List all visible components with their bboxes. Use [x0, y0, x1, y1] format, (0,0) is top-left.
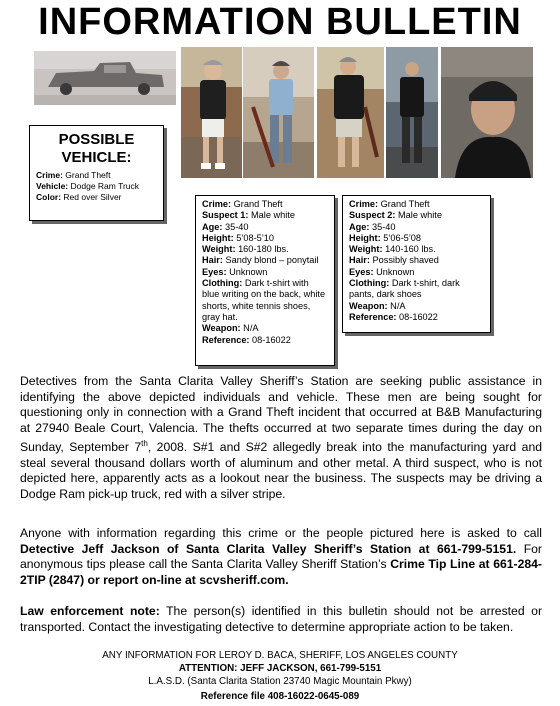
field-value: Male white	[248, 210, 295, 221]
field-label: Reference:	[349, 311, 397, 322]
contact-paragraph	[20, 526, 542, 588]
vehicle-color-row	[36, 192, 163, 203]
footer-line-1: ANY INFORMATION FOR LEROY D. BACA, SHERIFF, LOS ANGELES COUNTY	[102, 650, 458, 661]
field-label: Color:	[36, 192, 62, 202]
suspect-1-row	[202, 199, 328, 210]
suspect-2-row	[349, 312, 484, 323]
tip-line-contact: Crime Tip Line at 661-284-2TIP (2847) or report on-line at scvsheriff.com.	[20, 557, 542, 587]
incident-text-start: Detectives from the Santa Clarita Valley Sheriff’s Station are seeking public assistance in identifying the above depicted individuals and vehicle. These men are being sought for questioning only in connection with a Grand Theft incident that occurred at B&B Manufacturing at 27940 Beale Court, Valencia. The thefts occurred at two separate times during the day on Sunday, September 7	[20, 374, 542, 455]
suspect-1-row	[202, 267, 328, 278]
field-label: Reference:	[202, 334, 250, 345]
field-value: 5’06-5’08	[380, 232, 421, 243]
field-value: Grand Theft	[378, 199, 430, 209]
field-label: Eyes:	[202, 266, 227, 277]
suspect-1-row	[202, 233, 328, 244]
law-enforcement-note	[20, 604, 542, 635]
field-label: Crime:	[36, 170, 63, 180]
suspect-2-row	[349, 301, 484, 312]
footer-reference: Reference file 408-16022-0645-089	[200, 691, 360, 702]
field-value: 140-160 lbs.	[382, 244, 436, 255]
date-ordinal: th	[141, 439, 148, 448]
field-label: Weapon:	[349, 300, 388, 311]
field-value: Unknown	[226, 266, 268, 277]
field-label: Height:	[349, 232, 381, 243]
field-value: Unknown	[373, 266, 415, 277]
suspect-photo-2	[243, 47, 314, 178]
suspect-1-row	[202, 244, 328, 255]
suspect-1-row	[202, 335, 328, 346]
field-label: Eyes:	[349, 266, 374, 277]
suspect-photo-4	[386, 47, 438, 178]
bulletin-title: INFORMATION BULLETIN	[38, 1, 522, 43]
field-value: Dodge Ram Truck	[68, 181, 140, 191]
field-value: Red over Silver	[61, 192, 122, 202]
suspect-2-row	[349, 222, 484, 233]
field-value: 08-16022	[396, 311, 438, 322]
field-value: 35-40	[222, 221, 249, 232]
suspect-1-row	[202, 323, 328, 334]
vehicle-type-row	[36, 181, 163, 192]
contact-text-start: Anyone with information regarding this crime or the people pictured here is asked to call	[20, 526, 542, 540]
field-label: Suspect 2:	[349, 210, 396, 221]
vehicle-heading-line1: POSSIBLE	[58, 131, 135, 148]
field-value: 5’08-5’10	[233, 232, 274, 243]
field-label: Crime:	[349, 199, 379, 209]
suspect-1-row	[202, 255, 328, 266]
field-label: Vehicle:	[36, 181, 69, 191]
vehicle-crime-row	[36, 170, 163, 181]
suspect-2-row	[349, 267, 484, 278]
field-label: Clothing:	[349, 278, 390, 289]
field-label: Weapon:	[202, 323, 241, 334]
vehicle-heading-line2: VEHICLE:	[61, 149, 132, 166]
note-text: The person(s) identified in this bulletin should not be arrested or transported. Contact the investigating detective to determine appropriate action to be taken.	[20, 604, 543, 634]
field-value: Male white	[395, 210, 442, 221]
field-label: Age:	[202, 221, 223, 232]
suspect-1-box	[195, 195, 335, 366]
suspect-2-box	[342, 195, 491, 333]
field-value: Grand Theft	[62, 170, 111, 180]
field-label: Weight:	[349, 244, 383, 255]
suspect-2-row	[349, 244, 484, 255]
footer-address: L.A.S.D. (Santa Clarita Station 23740 Magic Mountain Pkwy)	[148, 676, 412, 687]
field-label: Clothing:	[202, 278, 243, 289]
suspect-1-row	[202, 210, 328, 221]
incident-paragraph	[20, 374, 542, 502]
field-label: Weight:	[202, 244, 236, 255]
suspect-2-row	[349, 199, 484, 210]
detective-contact: Detective Jeff Jackson of Santa Clarita Valley Sheriff’s Station at 661-799-5151.	[20, 541, 517, 556]
field-value: N/A	[387, 300, 406, 311]
contact-text-middle: For anonymous tips please call the Santa Clarita Valley Sheriff Station’s	[20, 541, 542, 571]
field-value: N/A	[240, 323, 259, 334]
field-value: Dark t-shirt, dark pants, dark shoes	[349, 278, 460, 300]
suspect-1-row	[202, 278, 328, 323]
note-label: Law enforcement note:	[20, 604, 160, 618]
field-value: Grand Theft	[231, 199, 283, 209]
suspect-1-row	[202, 222, 328, 233]
field-label: Age:	[349, 221, 370, 232]
field-value: Possibly shaved	[369, 255, 439, 266]
suspect-2-row	[349, 278, 484, 301]
vehicle-details	[36, 170, 163, 203]
suspect-photo-3	[317, 47, 384, 178]
suspect-2-row	[349, 255, 484, 266]
suspect-2-row	[349, 233, 484, 244]
field-value: 35-40	[369, 221, 396, 232]
footer-attention: ATTENTION: JEFF JACKSON, 661-799-5151	[178, 663, 382, 674]
field-value: Dark t-shirt with blue writing on the back, white shorts, white tennis shoes, gray hat.	[202, 278, 326, 322]
field-value: 160-180 lbs.	[235, 244, 289, 255]
vehicle-heading	[30, 131, 163, 167]
incident-text-end: , 2008. S#1 and S#2 allegedly break into the manufacturing yard and steal several thousand dollars worth of aluminum and other metal. A third suspect, who is not depicted here, apparently acts as a lookout near the business. The suspects may be driving a Dodge Ram pick-up truck, red with a silver stripe.	[20, 440, 543, 501]
field-label: Height:	[202, 232, 234, 243]
suspect-photo-5	[441, 47, 533, 178]
field-label: Crime:	[202, 199, 232, 209]
field-label: Suspect 1:	[202, 210, 249, 221]
field-label: Hair:	[202, 255, 223, 266]
field-label: Hair:	[349, 255, 370, 266]
field-value: Sandy blond – ponytail	[222, 255, 319, 266]
suspect-photo-1	[181, 47, 242, 178]
possible-vehicle-box	[29, 125, 164, 221]
vehicle-photo	[34, 51, 176, 105]
field-value: 08-16022	[249, 334, 291, 345]
suspect-2-row	[349, 210, 484, 221]
